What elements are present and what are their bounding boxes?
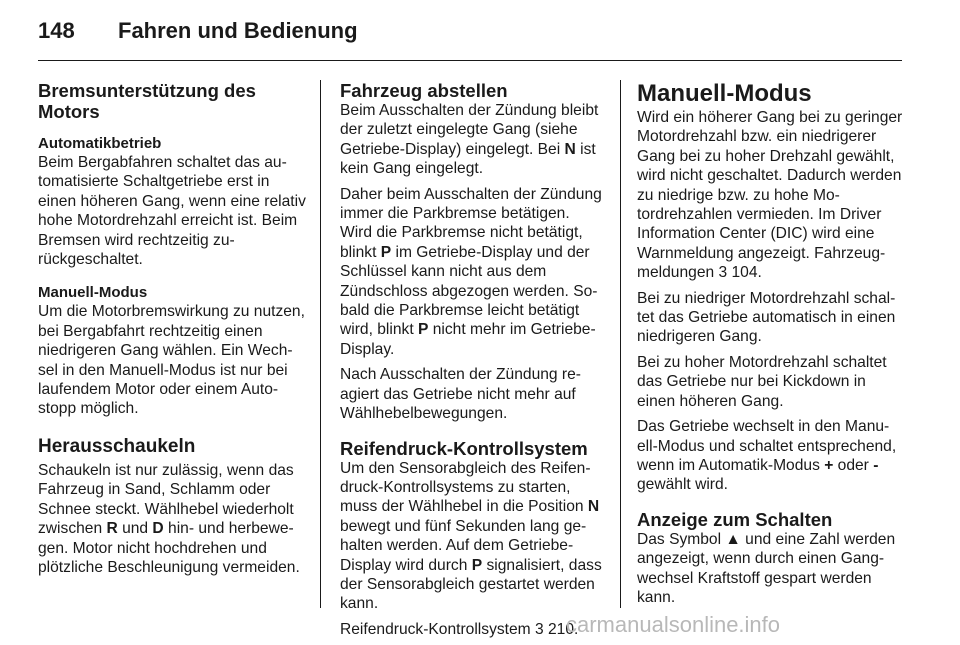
paragraph: Nach Ausschalten der Zündung reagiert das Getriebe nicht mehr auf Wählhebelbewegungen. <box>340 366 581 423</box>
paragraph: Wird ein höherer Gang bei zu geringer Motordrehzahl bzw. ein niedrigerer Gang bei zu hoher Drehzahl gewählt, wird nicht geschaltet. Dadurch werden zu niedrige bzw. zu hohe Motordrehzahlen vermieden. Im Driver Information Center (DIC) wird eine Warnmeldung angezeigt. Fahrzeugmeldungen 3 104. <box>637 109 903 282</box>
section-title: Manuell-Modus <box>637 80 812 107</box>
paragraph: Um die Motorbremswirkung zu nutzen, bei Bergabfahrt rechtzeitig einen niedrigeren Gang wählen. Ein Wechsel in den Manuell-Modus ist nur bei laufendem Motor oder einem Autostopp möglich. <box>38 303 305 418</box>
paragraph: Reifendruck-Kontrollsystem 3 210. <box>340 620 579 638</box>
section-title: Herausschaukeln <box>38 435 196 457</box>
column-divider <box>320 80 321 608</box>
section-title: Bremsunterstützung des Motors <box>38 80 256 122</box>
page-reference: 3 104. <box>718 264 762 282</box>
paragraph: Bei zu hoher Motordrehzahl schaltet das Getriebe nur bei Kickdown in einen höheren Gang. <box>637 353 887 410</box>
paragraph: Das Symbol ▲ und eine Zahl werden angezeigt, wenn durch einen Gangwechsel Kraftstoff gespart werden kann. <box>637 530 896 606</box>
column-divider <box>620 80 621 608</box>
paragraph: Daher beim Ausschalten der Zündung immer die Parkbremse betätigen. Wird die Parkbremse nicht betätigt, blinkt P im Getriebe-Display und der Schlüssel kann nicht aus dem Zündschloss abgezogen werden. Sobald die Parkbremse leicht betätigt wird, blinkt P nicht mehr im Getriebe-Display. <box>340 185 602 358</box>
subsection-title: Automatikbetrieb <box>38 135 162 152</box>
subsection-title: Manuell-Modus <box>38 284 148 302</box>
paragraph: Bei zu niedriger Motordrehzahl schaltet das Getriebe automatisch in einen niedrigeren Gang. <box>637 289 896 346</box>
column-right <box>637 80 904 613</box>
column-middle <box>340 80 605 645</box>
paragraph: Beim Bergabfahren schaltet das automatisierte Schaltgetriebe erst in einen höheren Gang, wenn eine relativ hohe Motordrehzahl erreicht ist. Beim Bremsen wird rechtzeitig zurückgeschaltet. <box>38 154 306 269</box>
section-title: Reifendruck-Kontrollsystem <box>340 437 588 459</box>
watermark: carmanualsonline.info <box>566 612 781 637</box>
page-reference: 3 210. <box>535 620 579 638</box>
chapter-title: Fahren und Bedienung <box>118 18 358 43</box>
paragraph: Schaukeln ist nur zulässig, wenn das Fahrzeug in Sand, Schlamm oder Schnee steckt. Wählhebel wiederholt zwischen R und D hin- und herbewegen. Motor nicht hochdrehen und plötzliche Beschleunigung vermeiden. <box>38 461 300 576</box>
section-title: Fahrzeug abstellen <box>340 80 508 101</box>
section-title: Anzeige zum Schalten <box>637 508 833 530</box>
paragraph: Das Getriebe wechselt in den Manuell-Modus und schaltet entsprechend, wenn im Automatik-Modus + oder - gewählt wird. <box>637 418 897 494</box>
header-rule <box>38 60 902 61</box>
paragraph: Um den Sensorabgleich des Reifendruck-Kontrollsystems zu starten, muss der Wählhebel in die Position N bewegt und fünf Sekunden lang gehalten werden. Auf dem Getriebe-Display wird durch P signalisiert, dass der Sensorabgleich gestartet werden kann. <box>340 459 602 613</box>
shift-up-icon: ▲ <box>725 530 741 548</box>
page-number: 148 <box>38 18 75 43</box>
paragraph: Beim Ausschalten der Zündung bleibt der zuletzt eingelegte Gang (siehe Getriebe-Display) eingelegt. Bei N ist kein Gang eingelegt. <box>340 102 599 178</box>
column-left <box>38 80 306 583</box>
